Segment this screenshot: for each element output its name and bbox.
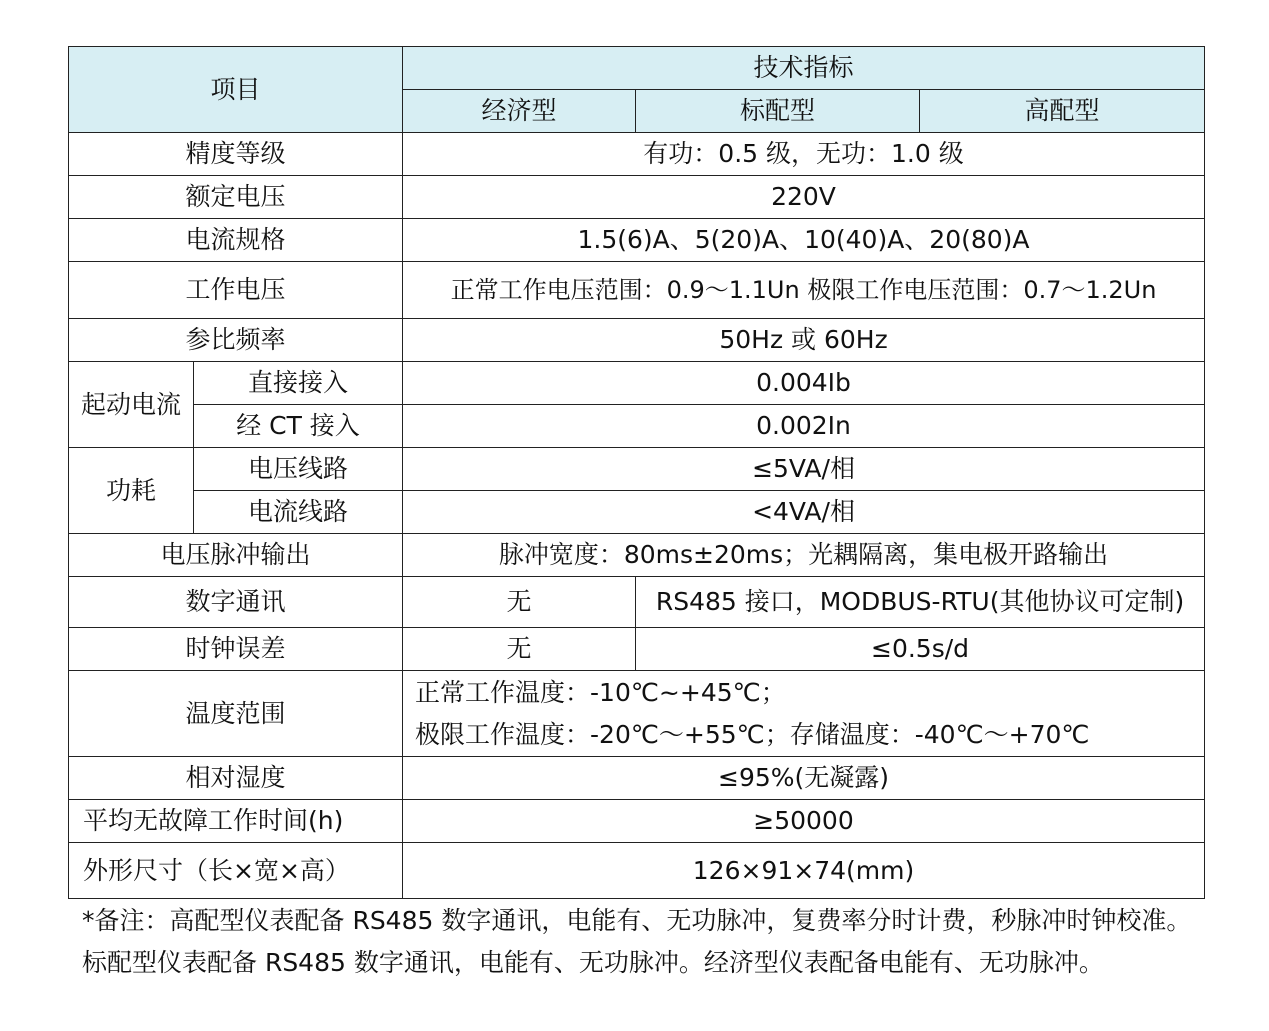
row-label: 电压脉冲输出: [69, 534, 403, 577]
row-value: 脉冲宽度：80ms±20ms；光耦隔离，集电极开路输出: [403, 534, 1205, 577]
row-value: 0.002In: [403, 405, 1205, 448]
power-consumption-label: 功耗: [69, 448, 194, 534]
row-value: 有功：0.5 级，无功：1.0 级: [403, 133, 1205, 176]
row-value: 220V: [403, 176, 1205, 219]
table-row: [69, 448, 1205, 491]
row-sublabel: 电压线路: [194, 448, 403, 491]
row-label: 精度等级: [69, 133, 403, 176]
table-row: [69, 133, 1205, 176]
row-value: 0.004Ib: [403, 362, 1205, 405]
row-label: 参比频率: [69, 319, 403, 362]
row-label: 时钟误差: [69, 628, 403, 671]
table-row: [69, 491, 1205, 534]
starting-current-label: 起动电流: [69, 362, 194, 448]
row-label: 数字通讯: [69, 577, 403, 628]
footnote: *备注：高配型仪表配备 RS485 数字通讯，电能有、无功脉冲，复费率分时计费，秒脉冲时钟校准。标配型仪表配备 RS485 数字通讯，电能有、无功脉冲。经济型仪表配备电能有、无功脉冲。: [82, 906, 1192, 977]
row-sublabel: 直接接入: [194, 362, 403, 405]
header-row: [69, 47, 1205, 90]
temperature-line-2: 极限工作温度：-20℃～+55℃；存储温度：-40℃～+70℃: [415, 719, 1090, 749]
row-value: ≥50000: [403, 800, 1205, 843]
header-item: 项目: [69, 47, 403, 133]
table-row: [69, 319, 1205, 362]
temperature-value: [403, 671, 1205, 757]
row-value: 50Hz 或 60Hz: [403, 319, 1205, 362]
row-label: 工作电压: [69, 262, 403, 319]
table-row: [69, 405, 1205, 448]
row-value: 1.5(6)A、5(20)A、10(40)A、20(80)A: [403, 219, 1205, 262]
row-label: 温度范围: [69, 671, 403, 757]
row-label: 额定电压: [69, 176, 403, 219]
table-row: [69, 628, 1205, 671]
table-row: [69, 176, 1205, 219]
row-economy-value: 无: [403, 628, 636, 671]
table-row: [69, 577, 1205, 628]
header-spec: 技术指标: [403, 47, 1205, 90]
row-label: 电流规格: [69, 219, 403, 262]
header-economy: 经济型: [403, 90, 636, 133]
row-value: 正常工作电压范围：0.9～1.1Un 极限工作电压范围：0.7～1.2Un: [403, 262, 1205, 319]
row-value: 126×91×74(mm): [403, 843, 1205, 899]
row-label: 外形尺寸（长×宽×高）: [69, 843, 403, 899]
row-label: 相对湿度: [69, 757, 403, 800]
row-value: <4VA/相: [403, 491, 1205, 534]
header-premium: 高配型: [920, 90, 1205, 133]
table-row: [69, 671, 1205, 757]
row-value: ≤5VA/相: [403, 448, 1205, 491]
row-economy-value: 无: [403, 577, 636, 628]
spec-table: [68, 46, 1205, 899]
row-value: ≤0.5s/d: [636, 628, 1205, 671]
table-row: [69, 843, 1205, 899]
table-row: [69, 219, 1205, 262]
row-sublabel: 经 CT 接入: [194, 405, 403, 448]
row-label: 平均无故障工作时间(h): [69, 800, 403, 843]
table-row: [69, 362, 1205, 405]
temperature-line-1: 正常工作温度：-10℃~+45℃；: [415, 677, 786, 707]
table-row: [69, 262, 1205, 319]
row-value: RS485 接口，MODBUS-RTU(其他协议可定制): [636, 577, 1205, 628]
table-row: [69, 757, 1205, 800]
table-row: [69, 534, 1205, 577]
row-value: ≤95%(无凝露): [403, 757, 1205, 800]
header-standard: 标配型: [636, 90, 920, 133]
table-row: [69, 800, 1205, 843]
row-sublabel: 电流线路: [194, 491, 403, 534]
